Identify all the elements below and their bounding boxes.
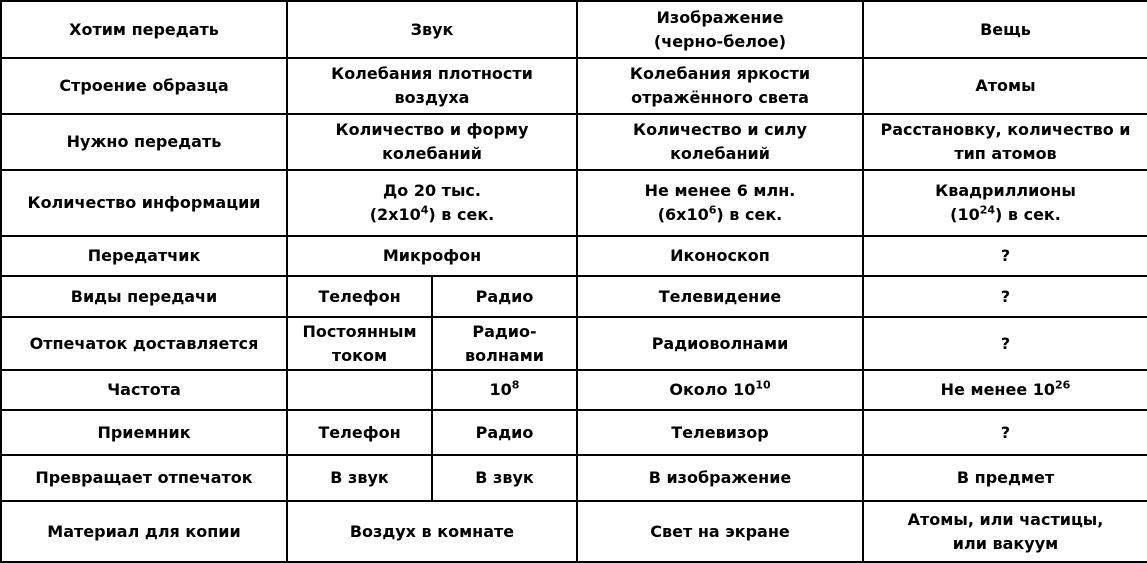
cell-kinds-image: Телевидение	[577, 276, 863, 317]
cell-transmitter-thing: ?	[863, 236, 1147, 276]
table-row-info	[1, 170, 1147, 236]
row-label-info: Количество информации	[1, 170, 287, 236]
row-label-want: Хотим передать	[1, 1, 287, 58]
table-row-converts	[1, 455, 1147, 501]
cell-material-sound: Воздух в комнате	[287, 501, 577, 562]
row-label-delivery: Отпечаток доставляется	[1, 317, 287, 370]
cell-want-thing: Вещь	[863, 1, 1147, 58]
cell-need-image: Количество и силу колебаний	[577, 114, 863, 170]
cell-transmitter-sound: Микрофон	[287, 236, 577, 276]
cell-transmitter-image: Иконоскоп	[577, 236, 863, 276]
cell-receiver-phone: Телефон	[287, 410, 432, 455]
cell-structure-thing: Атомы	[863, 58, 1147, 114]
row-label-need: Нужно передать	[1, 114, 287, 170]
cell-delivery-phone: Постоянным током	[287, 317, 432, 370]
table-row-frequency	[1, 370, 1147, 410]
cell-delivery-radio: Радио- волнами	[432, 317, 577, 370]
cell-kinds-radio: Радио	[432, 276, 577, 317]
cell-receiver-thing: ?	[863, 410, 1147, 455]
row-label-structure: Строение образца	[1, 58, 287, 114]
table-row-receiver	[1, 410, 1147, 455]
table-row-kinds	[1, 276, 1147, 317]
cell-delivery-image: Радиоволнами	[577, 317, 863, 370]
cell-kinds-phone: Телефон	[287, 276, 432, 317]
table-row-delivery	[1, 317, 1147, 370]
table-row-transmitter	[1, 236, 1147, 276]
cell-material-thing: Атомы, или частицы, или вакуум	[863, 501, 1147, 562]
row-label-kinds: Виды передачи	[1, 276, 287, 317]
cell-converts-phone: В звук	[287, 455, 432, 501]
cell-want-image: Изображение (черно-белое)	[577, 1, 863, 58]
cell-info-sound: До 20 тыс. $(2x10^4)$ в сек.	[287, 170, 577, 236]
table-row-want	[1, 1, 1147, 58]
cell-frequency-thing: Не менее $10^{26}$	[863, 370, 1147, 410]
cell-material-image: Свет на экране	[577, 501, 863, 562]
cell-receiver-radio: Радио	[432, 410, 577, 455]
cell-delivery-thing: ?	[863, 317, 1147, 370]
table-row-need	[1, 114, 1147, 170]
cell-frequency-radio: $10^8$	[432, 370, 577, 410]
cell-frequency-phone	[287, 370, 432, 410]
row-label-receiver: Приемник	[1, 410, 287, 455]
cell-receiver-image: Телевизор	[577, 410, 863, 455]
cell-want-sound: Звук	[287, 1, 577, 58]
row-label-material: Материал для копии	[1, 501, 287, 562]
cell-kinds-thing: ?	[863, 276, 1147, 317]
cell-info-image: Не менее 6 млн. $(6x10^6)$ в сек.	[577, 170, 863, 236]
cell-frequency-image: Около $10^{10}$	[577, 370, 863, 410]
cell-converts-thing: В предмет	[863, 455, 1147, 501]
row-label-frequency: Частота	[1, 370, 287, 410]
cell-converts-radio: В звук	[432, 455, 577, 501]
cell-structure-sound: Колебания плотности воздуха	[287, 58, 577, 114]
table-row-material	[1, 501, 1147, 562]
cell-converts-image: В изображение	[577, 455, 863, 501]
table-row-structure	[1, 58, 1147, 114]
cell-need-sound: Количество и форму колебаний	[287, 114, 577, 170]
cell-structure-image: Колебания яркости отражённого света	[577, 58, 863, 114]
row-label-converts: Превращает отпечаток	[1, 455, 287, 501]
cell-info-thing: Квадриллионы $(10^{24})$ в сек.	[863, 170, 1147, 236]
cell-need-thing: Расстановку, количество и тип атомов	[863, 114, 1147, 170]
row-label-transmitter: Передатчик	[1, 236, 287, 276]
